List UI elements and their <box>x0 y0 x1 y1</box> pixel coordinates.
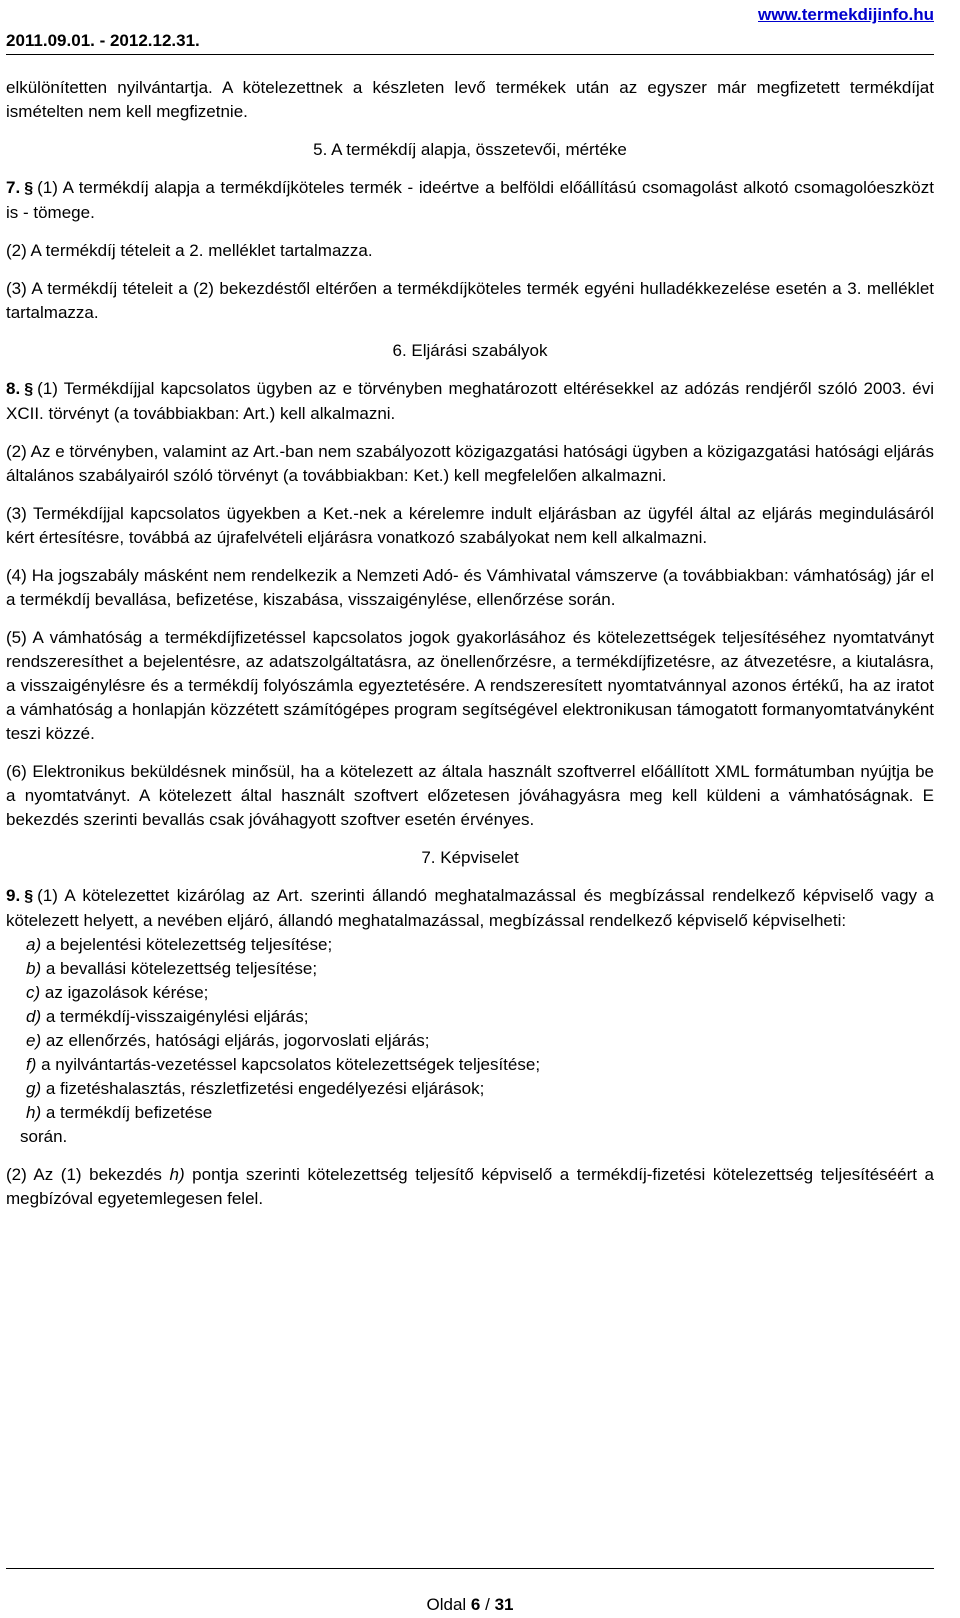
header-date-range: 2011.09.01. - 2012.12.31. <box>6 31 200 50</box>
paragraph-sign-icon: § <box>24 381 34 398</box>
section-heading-6: 6. Eljárási szabályok <box>392 341 548 360</box>
section-number: 8. <box>6 379 21 398</box>
section-heading-5: 5. A termékdíj alapja, összetevői, mértéke <box>313 140 627 159</box>
list-item: e) az ellenőrzés, hatósági eljárás, jogorvoslati eljárás; <box>26 1031 430 1050</box>
page-footer <box>6 1568 934 1615</box>
footer-divider <box>6 1568 934 1569</box>
paragraph-sign-icon: § <box>24 180 34 197</box>
section-8-para-5: (5) A vámhatóság a termékdíjfizetéssel kapcsolatos jogok gyakorlásához és kötelezettségek teljesítéséhez nyomtatványt rendszeresíthet a bejelentésre, az adatszolgáltatásra, az önellenőrzésre, a termékdíjfizetésre, az átvezetésre, a kiutalásra, a visszaigénylésre és a termékdíj folyószámla egyeztetésére. A rendszeresített nyomtatvánnyal azonos értékű, ha az iratot a vámhatóság a honlapján közzétett számítógépes program segítségével elektronikusan támogatott formanyomtatványként teszi közzé. <box>6 628 934 743</box>
list-item: c) az igazolások kérése; <box>26 983 209 1002</box>
section-7-para-2: (2) A termékdíj tételeit a 2. melléklet tartalmazza. <box>6 241 373 260</box>
section-9-para-1: 9. § (1) A kötelezettet kizárólag az Art. szerinti állandó meghatalmazással és megbízással rendelkező képviselő vagy a kötelezett helyett, a nevében eljáró, állandó meghatalmazással, megbízással rendelkező képviselő képviselheti: <box>6 886 934 930</box>
section-8-para-3: (3) Termékdíjjal kapcsolatos ügyekben a Ket.-nek a kérelemre indult eljárásban az ügyfél által az eljárás megindulásáról kért értesítésre, továbbá az újrafelvételi eljárásra vonatkozó szabályokat nem kell alkalmazni. <box>6 504 934 547</box>
list-item: f) a nyilvántartás-vezetéssel kapcsolatos kötelezettségek teljesítése; <box>26 1055 541 1074</box>
section-9-para-2: (2) Az (1) bekezdés h) pontja szerinti kötelezettség teljesítő képviselő a termékdíj-fizetési kötelezettség teljesítéséért a megbízóval egyetemlegesen felel. <box>6 1165 934 1208</box>
section-heading-7: 7. Képviselet <box>421 848 519 867</box>
section-9-list <box>6 933 934 1149</box>
total-pages: 31 <box>494 1595 514 1614</box>
section-7-para-1: 7. § (1) A termékdíj alapja a termékdíjköteles termék - ideértve a belföldi előállítású csomagolást alkotó csomagolóeszközt is - tömege. <box>6 178 934 222</box>
list-item: h) a termékdíj befizetése <box>26 1103 213 1122</box>
header-divider <box>6 54 934 55</box>
section-number: 9. <box>6 886 21 905</box>
page-header <box>6 0 934 56</box>
section-8-para-6: (6) Elektronikus beküldésnek minősül, ha a kötelezett az általa használt szoftverrel előállított XML formátumban nyújtja be a nyomtatványt. A kötelezett által használt szoftvert előzetesen jóváhagyásra meg kell küldeni a vámhatóságnak. E bekezdés szerinti bevallás csak jóváhagyott szoftver esetén érvényes. <box>6 762 934 829</box>
section-number: 7. <box>6 178 21 197</box>
section-8-para-2: (2) Az e törvényben, valamint az Art.-ban nem szabályozott közigazgatási hatósági ügyben a közigazgatási hatósági eljárás általános szabályairól szóló törvényt (a továbbiakban: Ket.) kell megfelelően alkalmazni. <box>6 442 934 485</box>
page-number: Oldal 6 / 31 <box>426 1595 514 1614</box>
section-8-para-4: (4) Ha jogszabály másként nem rendelkezik a Nemzeti Adó- és Vámhivatal vámszerve (a továbbiakban: vámhatóság) jár el a termékdíj bevallása, befizetése, kiszabása, visszaigénylése, ellenőrzése során. <box>6 566 934 609</box>
document-body <box>6 76 934 1225</box>
list-item: a) a bejelentési kötelezettség teljesítése; <box>26 935 333 954</box>
paragraph-sign-icon: § <box>24 888 34 905</box>
list-item: g) a fizetéshalasztás, részletfizetési engedélyezési eljárások; <box>26 1079 485 1098</box>
list-item: b) a bevallási kötelezettség teljesítése; <box>26 959 318 978</box>
header-website-link[interactable]: www.termekdijinfo.hu <box>758 5 934 24</box>
current-page: 6 <box>470 1595 481 1614</box>
list-closing-word: során. <box>20 1127 68 1146</box>
section-7-para-3: (3) A termékdíj tételeit a (2) bekezdéstől eltérően a termékdíjköteles termék egyéni hulladékkezelése esetén a 3. melléklet tartalmazza. <box>6 279 934 322</box>
intro-paragraph: elkülönítetten nyilvántartja. A kötelezettnek a készleten levő termékek után az egyszer már megfizetett termékdíjat ismételten nem kell megfizetnie. <box>6 78 934 121</box>
section-8-para-1: 8. § (1) Termékdíjjal kapcsolatos ügyben az e törvényben meghatározott eltérésekkel az adózás rendjéről szóló 2003. évi XCII. törvényt (a továbbiakban: Art.) kell alkalmazni. <box>6 379 934 423</box>
list-item: d) a termékdíj-visszaigénylési eljárás; <box>26 1007 309 1026</box>
